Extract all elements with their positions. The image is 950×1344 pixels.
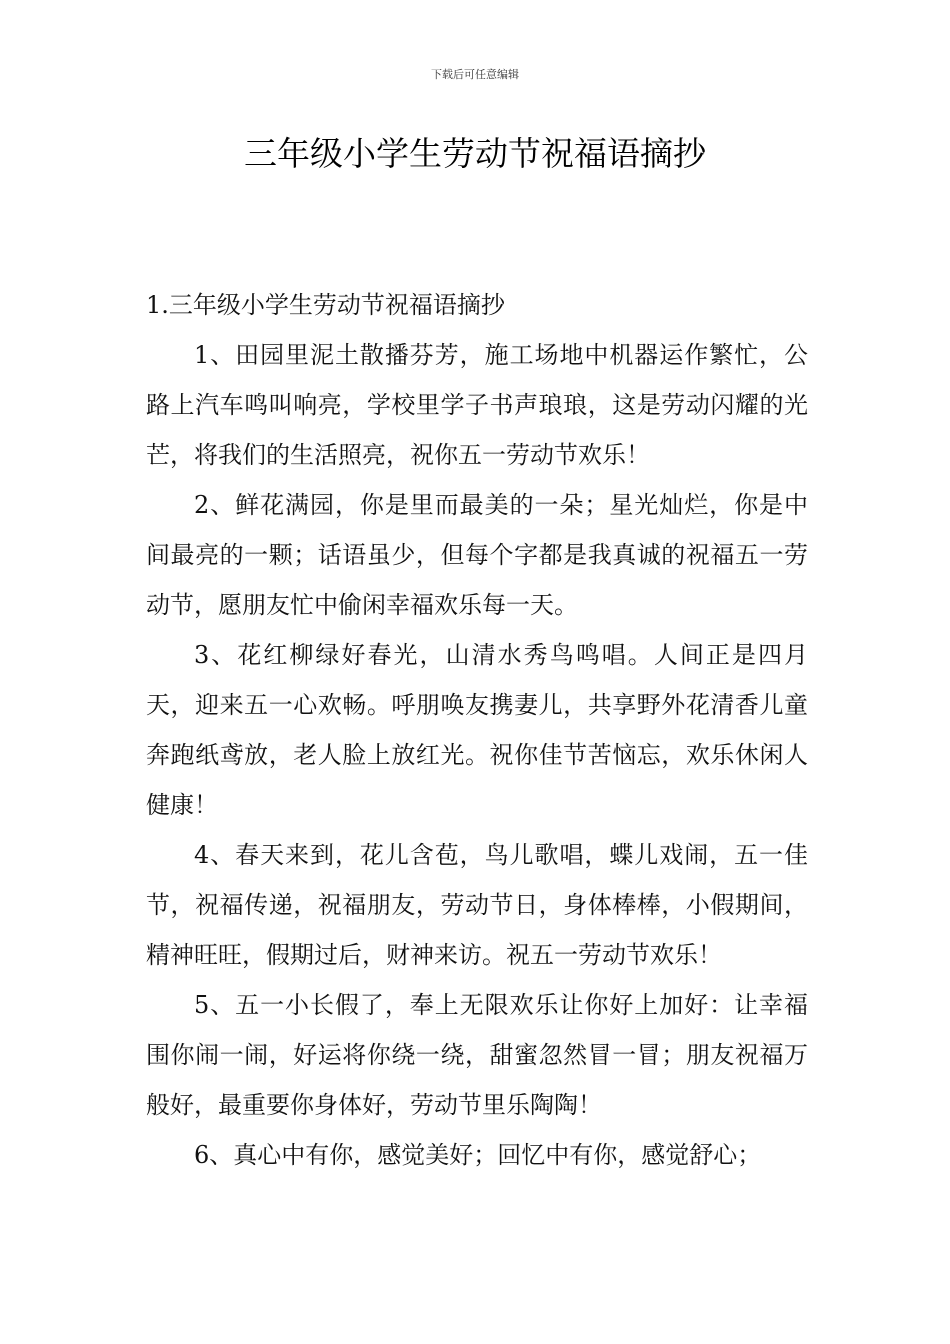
paragraph-3: 3、花红柳绿好春光，山清水秀鸟鸣唱。人间正是四月天，迎来五一心欢畅。呼朋唤友携妻儿，共享野外花清香儿童奔跑纸鸢放，老人脸上放红光。祝你佳节苦恼忘，欢乐休闲人健康！ — [146, 641, 808, 819]
paragraph-4: 4、春天来到，花儿含苞，鸟儿歌唱，蝶儿戏闹，五一佳节，祝福传递，祝福朋友，劳动节日，身体棒棒，小假期间，精神旺旺，假期过后，财神来访。祝五一劳动节欢乐！ — [146, 841, 808, 969]
paragraph-6: 6、真心中有你，感觉美好；回忆中有你，感觉舒心； — [194, 1141, 762, 1169]
paragraph-5: 5、五一小长假了，奉上无限欢乐让你好上加好：让幸福围你闹一闹，好运将你绕一绕，甜蜜忽然冒一冒；朋友祝福万般好，最重要你身体好，劳动节里乐陶陶！ — [146, 991, 808, 1119]
paragraph-2: 2、鲜花满园，你是里而最美的一朵；星光灿烂，你是中间最亮的一颗；话语虽少，但每个字都是我真诚的祝福五一劳动节，愿朋友忙中偷闲幸福欢乐每一天。 — [146, 491, 808, 619]
document-body — [146, 280, 808, 1180]
document-title: 三年级小学生劳动节祝福语摘抄 — [244, 134, 706, 173]
paragraph-1: 1、田园里泥土散播芬芳，施工场地中机器运作繁忙，公路上汽车鸣叫响亮，学校里学子书声琅琅，这是劳动闪耀的光芒，将我们的生活照亮，祝你五一劳动节欢乐！ — [146, 341, 808, 469]
header-note: 下载后可任意编辑 — [431, 68, 519, 81]
section-heading: 1.三年级小学生劳动节祝福语摘抄 — [146, 291, 505, 319]
